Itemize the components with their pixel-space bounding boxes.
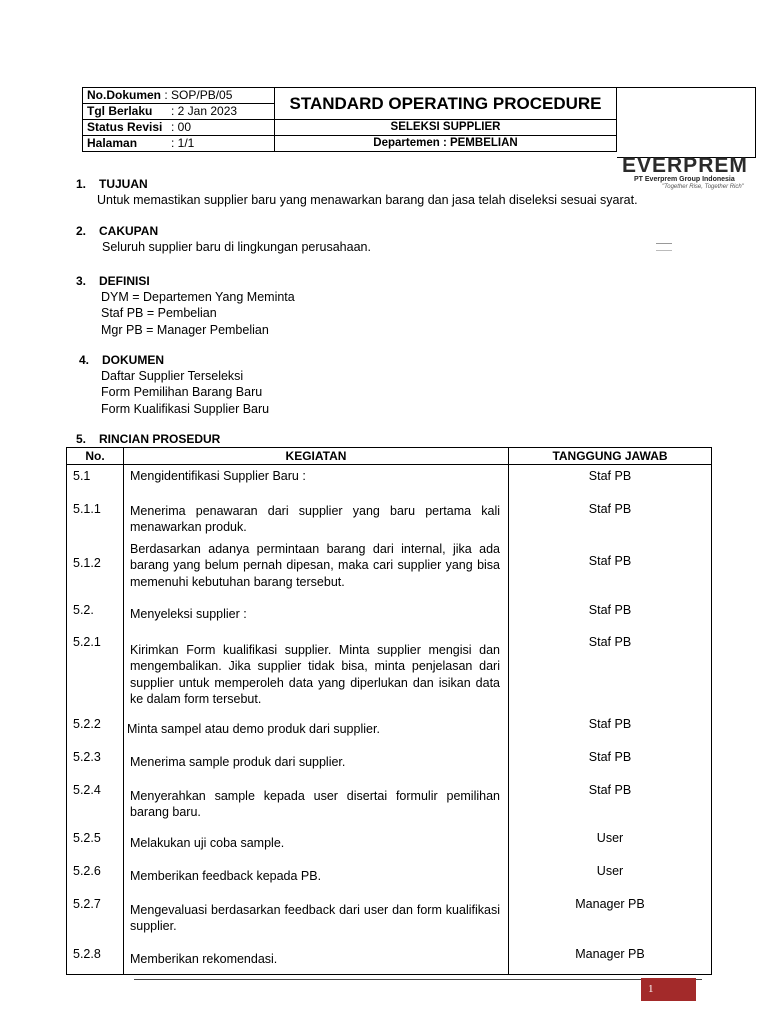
section-heading xyxy=(79,352,269,368)
row-number: 5.2. xyxy=(67,599,124,631)
footer-divider xyxy=(134,979,702,980)
status-revisi-value: : 00 xyxy=(171,120,192,134)
table-row xyxy=(67,631,712,713)
row-number: 5.2.6 xyxy=(67,860,124,893)
procedure-table xyxy=(66,447,712,975)
no-dokumen-value: : SOP/PB/05 xyxy=(164,88,233,102)
column-header-no: No. xyxy=(67,448,124,465)
table-row xyxy=(67,893,712,943)
section-heading xyxy=(76,223,371,239)
no-dokumen-cell xyxy=(83,88,275,104)
row-activity: Memberikan feedback kepada PB. xyxy=(124,860,509,893)
row-responsible: Manager PB xyxy=(509,893,712,943)
logo-tagline: "Together Rise, Together Rich" xyxy=(662,184,744,190)
document-line: Form Kualifikasi Supplier Baru xyxy=(101,401,270,416)
column-header-kegiatan: KEGIATAN xyxy=(124,448,509,465)
logo-box xyxy=(617,87,756,158)
table-row xyxy=(67,827,712,860)
row-activity: Menerima sample produk dari supplier. xyxy=(124,746,509,779)
row-number: 5.1 xyxy=(67,465,124,498)
section-number: 5. xyxy=(76,432,87,446)
section-title: DOKUMEN xyxy=(102,353,164,367)
row-activity: Menyerahkan sample kepada user disertai formulir pemilihan barang baru. xyxy=(124,779,509,827)
definition-line: DYM = Departemen Yang Meminta xyxy=(101,290,295,304)
status-revisi-label: Status Revisi xyxy=(87,120,163,134)
row-responsible: Staf PB xyxy=(509,465,712,498)
row-activity: Menerima penawaran dari supplier yang baru pertama kali menawarkan produk. xyxy=(124,498,509,541)
row-responsible: Staf PB xyxy=(509,746,712,779)
row-responsible: Manager PB xyxy=(509,943,712,975)
row-activity: Berdasarkan adanya permintaan barang dari internal, jika ada barang yang belum pernah dipesan, maka cari supplier yang bisa memenuhi kebutuhan barang tersebut. xyxy=(124,541,509,599)
page-number: 1 xyxy=(641,978,696,1001)
row-activity: Melakukan uji coba sample. xyxy=(124,827,509,860)
row-activity: Menyeleksi supplier : xyxy=(124,599,509,631)
row-activity: Mengevaluasi berdasarkan feedback dari user dan form kualifikasi supplier. xyxy=(124,893,509,943)
department-label: Departemen : PEMBELIAN xyxy=(275,136,617,152)
section-number: 4. xyxy=(79,353,90,367)
tgl-berlaku-value: : 2 Jan 2023 xyxy=(171,104,238,118)
table-row xyxy=(67,599,712,631)
table-row xyxy=(67,860,712,893)
status-revisi-cell xyxy=(83,120,275,136)
definition-line: Mgr PB = Manager Pembelian xyxy=(101,322,269,337)
row-number: 5.2.8 xyxy=(67,943,124,975)
row-number: 5.2.2 xyxy=(67,713,124,746)
row-responsible: Staf PB xyxy=(509,599,712,631)
section-heading xyxy=(76,176,638,192)
company-logo xyxy=(622,156,762,191)
row-activity: Minta sampel atau demo produk dari supplier. xyxy=(124,713,509,746)
tgl-berlaku-label: Tgl Berlaku xyxy=(87,104,153,118)
halaman-value: : 1/1 xyxy=(171,136,195,150)
row-responsible: Staf PB xyxy=(509,779,712,827)
row-number: 5.2.5 xyxy=(67,827,124,860)
halaman-cell xyxy=(83,136,275,152)
row-number: 5.2.1 xyxy=(67,631,124,713)
row-responsible: Staf PB xyxy=(509,498,712,541)
table-row xyxy=(67,943,712,975)
decorative-mark xyxy=(656,243,672,251)
section-title: TUJUAN xyxy=(99,177,148,191)
definition-line: Staf PB = Pembelian xyxy=(101,306,217,321)
section-number: 3. xyxy=(76,274,87,288)
section-text: Seluruh supplier baru di lingkungan perusahaan. xyxy=(102,240,371,254)
section-rincian-prosedur xyxy=(76,431,220,447)
section-text: Untuk memastikan supplier baru yang menawarkan barang dan jasa telah diseleksi sesuai syarat. xyxy=(97,193,638,207)
document-line: Daftar Supplier Terseleksi xyxy=(101,369,244,383)
section-cakupan xyxy=(76,223,371,255)
document-title: STANDARD OPERATING PROCEDURE xyxy=(275,88,617,120)
table-row xyxy=(67,541,712,599)
row-responsible: User xyxy=(509,827,712,860)
table-row xyxy=(67,779,712,827)
row-activity: Mengidentifikasi Supplier Baru : xyxy=(124,465,509,498)
row-responsible: Staf PB xyxy=(509,713,712,746)
document-subtitle: SELEKSI SUPPLIER xyxy=(275,120,617,136)
logo-wordmark: EVERPREM xyxy=(622,154,748,177)
halaman-label: Halaman xyxy=(87,136,138,150)
table-header-row xyxy=(67,448,712,465)
section-heading xyxy=(76,273,295,289)
table-row xyxy=(67,498,712,541)
section-title: RINCIAN PROSEDUR xyxy=(99,432,221,446)
tgl-berlaku-cell xyxy=(83,104,275,120)
row-responsible: User xyxy=(509,860,712,893)
section-definisi xyxy=(76,273,295,338)
section-dokumen xyxy=(79,352,269,417)
section-tujuan xyxy=(76,176,638,208)
section-title: DEFINISI xyxy=(99,274,150,288)
document-line: Form Pemilihan Barang Baru xyxy=(101,385,263,400)
section-heading xyxy=(76,431,220,447)
document-header xyxy=(82,87,617,152)
row-activity: Kirimkan Form kualifikasi supplier. Minta supplier mengisi dan mengembalikan. Jika supplier tidak bisa, minta penjelasan dari supplier untuk memperoleh data yang diperlukan dan isikan data ke dalam form tersebut. xyxy=(124,631,509,713)
logo-company: PT Everprem Group Indonesia xyxy=(634,176,735,183)
section-title: CAKUPAN xyxy=(99,224,159,238)
row-number: 5.2.7 xyxy=(67,893,124,943)
section-number: 2. xyxy=(76,224,87,238)
no-dokumen-label: No.Dokumen xyxy=(87,88,162,102)
table-row xyxy=(67,713,712,746)
row-number: 5.1.2 xyxy=(67,541,124,599)
row-number: 5.1.1 xyxy=(67,498,124,541)
row-responsible: Staf PB xyxy=(509,541,712,599)
row-number: 5.2.3 xyxy=(67,746,124,779)
row-responsible: Staf PB xyxy=(509,631,712,713)
column-header-tanggung-jawab: TANGGUNG JAWAB xyxy=(509,448,712,465)
table-row xyxy=(67,465,712,498)
table-row xyxy=(67,746,712,779)
row-activity: Memberikan rekomendasi. xyxy=(124,943,509,975)
section-number: 1. xyxy=(76,177,87,191)
row-number: 5.2.4 xyxy=(67,779,124,827)
